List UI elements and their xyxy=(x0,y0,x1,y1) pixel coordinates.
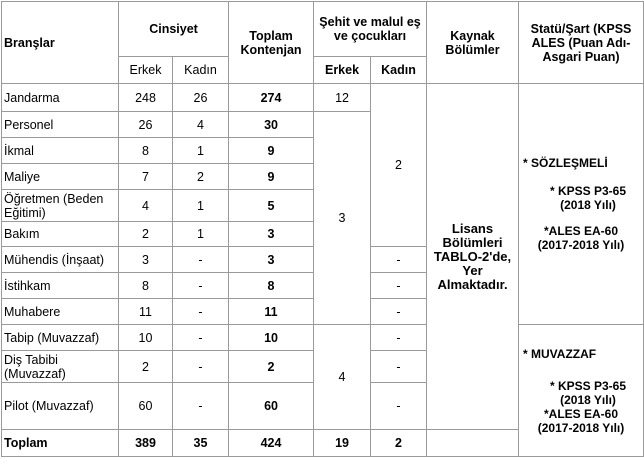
martyr-female-count: - xyxy=(371,247,427,273)
total-count: 3 xyxy=(229,222,314,247)
contract-ales-year: (2017-2018 Yılı) xyxy=(537,238,625,252)
female-count: - xyxy=(173,351,229,383)
total-count: 5 xyxy=(229,190,314,222)
branch-name: Tabip (Muvazzaf) xyxy=(2,325,119,351)
career-ales: *ALES EA-60 xyxy=(544,406,619,421)
martyr-male-count: 12 xyxy=(314,84,371,112)
branch-name: Maliye xyxy=(2,164,119,190)
status-contract xyxy=(519,84,644,325)
male-count: 11 xyxy=(119,299,173,325)
career-kpss-year: (2018 Yılı) xyxy=(560,392,616,407)
source-departments: Lisans Bölümleri TABLO-2'de, Yer Almaktadır. xyxy=(427,84,519,430)
martyr-male-merged: 4 xyxy=(314,325,371,430)
table-row xyxy=(2,325,644,351)
branch-name: Pilot (Muvazzaf) xyxy=(2,383,119,430)
martyr-female-count: - xyxy=(371,351,427,383)
martyr-female-count: - xyxy=(371,383,427,430)
male-count: 8 xyxy=(119,273,173,299)
male-count: 26 xyxy=(119,112,173,138)
career-ales-year: (2017-2018 Yılı) xyxy=(537,420,625,435)
total-count: 11 xyxy=(229,299,314,325)
martyr-female-count: - xyxy=(371,273,427,299)
status-career xyxy=(519,325,644,457)
header-source: Kaynak Bölümler xyxy=(427,2,519,84)
female-count: 2 xyxy=(173,164,229,190)
career-heading: * MUVAZZAF xyxy=(523,346,597,361)
male-count: 2 xyxy=(119,351,173,383)
female-count: - xyxy=(173,299,229,325)
male-count: 2 xyxy=(119,222,173,247)
male-count: 3 xyxy=(119,247,173,273)
totals-label: Toplam xyxy=(2,430,119,457)
male-count: 60 xyxy=(119,383,173,430)
total-count: 3 xyxy=(229,247,314,273)
table-row xyxy=(2,84,644,112)
total-count: 2 xyxy=(229,351,314,383)
branch-name: Jandarma xyxy=(2,84,119,112)
header-martyr: Şehit ve malul eş ve çocukları xyxy=(314,2,427,57)
header-martyr-male: Erkek xyxy=(314,57,371,84)
header-gender: Cinsiyet xyxy=(119,2,229,57)
female-count: 4 xyxy=(173,112,229,138)
header-branch: Branşlar xyxy=(2,2,119,84)
martyr-female-count: - xyxy=(371,325,427,351)
total-count: 30 xyxy=(229,112,314,138)
male-count: 7 xyxy=(119,164,173,190)
male-count: 8 xyxy=(119,138,173,164)
totals-total: 424 xyxy=(229,430,314,457)
contract-heading: * SÖZLEŞMELİ xyxy=(523,156,608,170)
header-row-1 xyxy=(2,2,644,57)
male-count: 248 xyxy=(119,84,173,112)
female-count: 1 xyxy=(173,190,229,222)
branch-name: Muhabere xyxy=(2,299,119,325)
total-count: 10 xyxy=(229,325,314,351)
female-count: - xyxy=(173,273,229,299)
career-kpss: * KPSS P3-65 xyxy=(549,378,627,393)
total-count: 60 xyxy=(229,383,314,430)
female-count: 1 xyxy=(173,138,229,164)
branch-name: Mühendis (İnşaat) xyxy=(2,247,119,273)
branch-name: İkmal xyxy=(2,138,119,164)
branch-name: Bakım xyxy=(2,222,119,247)
martyr-female-count: - xyxy=(371,299,427,325)
male-count: 10 xyxy=(119,325,173,351)
branch-name: Personel xyxy=(2,112,119,138)
contract-kpss: * KPSS P3-65 xyxy=(549,184,627,198)
header-male: Erkek xyxy=(119,57,173,84)
totals-female: 35 xyxy=(173,430,229,457)
totals-source-empty xyxy=(427,430,519,457)
quota-table xyxy=(1,1,644,457)
header-total-quota: Toplam Kontenjan xyxy=(229,2,314,84)
female-count: - xyxy=(173,383,229,430)
martyr-female-merged: 2 xyxy=(371,84,427,247)
totals-martyr-male: 19 xyxy=(314,430,371,457)
header-status: Statü/Şart (KPSS ALES (Puan Adı-Asgari Puan) xyxy=(519,2,644,84)
header-martyr-female: Kadın xyxy=(371,57,427,84)
female-count: - xyxy=(173,325,229,351)
male-count: 4 xyxy=(119,190,173,222)
total-count: 8 xyxy=(229,273,314,299)
totals-male: 389 xyxy=(119,430,173,457)
total-count: 9 xyxy=(229,164,314,190)
branch-name: Öğretmen (Beden Eğitimi) xyxy=(2,190,119,222)
female-count: 26 xyxy=(173,84,229,112)
total-count: 274 xyxy=(229,84,314,112)
header-female: Kadın xyxy=(173,57,229,84)
female-count: 1 xyxy=(173,222,229,247)
martyr-male-merged: 3 xyxy=(314,112,371,325)
branch-name: Diş Tabibi (Muvazzaf) xyxy=(2,351,119,383)
branch-name: İstihkam xyxy=(2,273,119,299)
contract-ales: *ALES EA-60 xyxy=(544,224,619,238)
contract-kpss-year: (2018 Yılı) xyxy=(560,198,616,212)
totals-martyr-female: 2 xyxy=(371,430,427,457)
total-count: 9 xyxy=(229,138,314,164)
female-count: - xyxy=(173,247,229,273)
